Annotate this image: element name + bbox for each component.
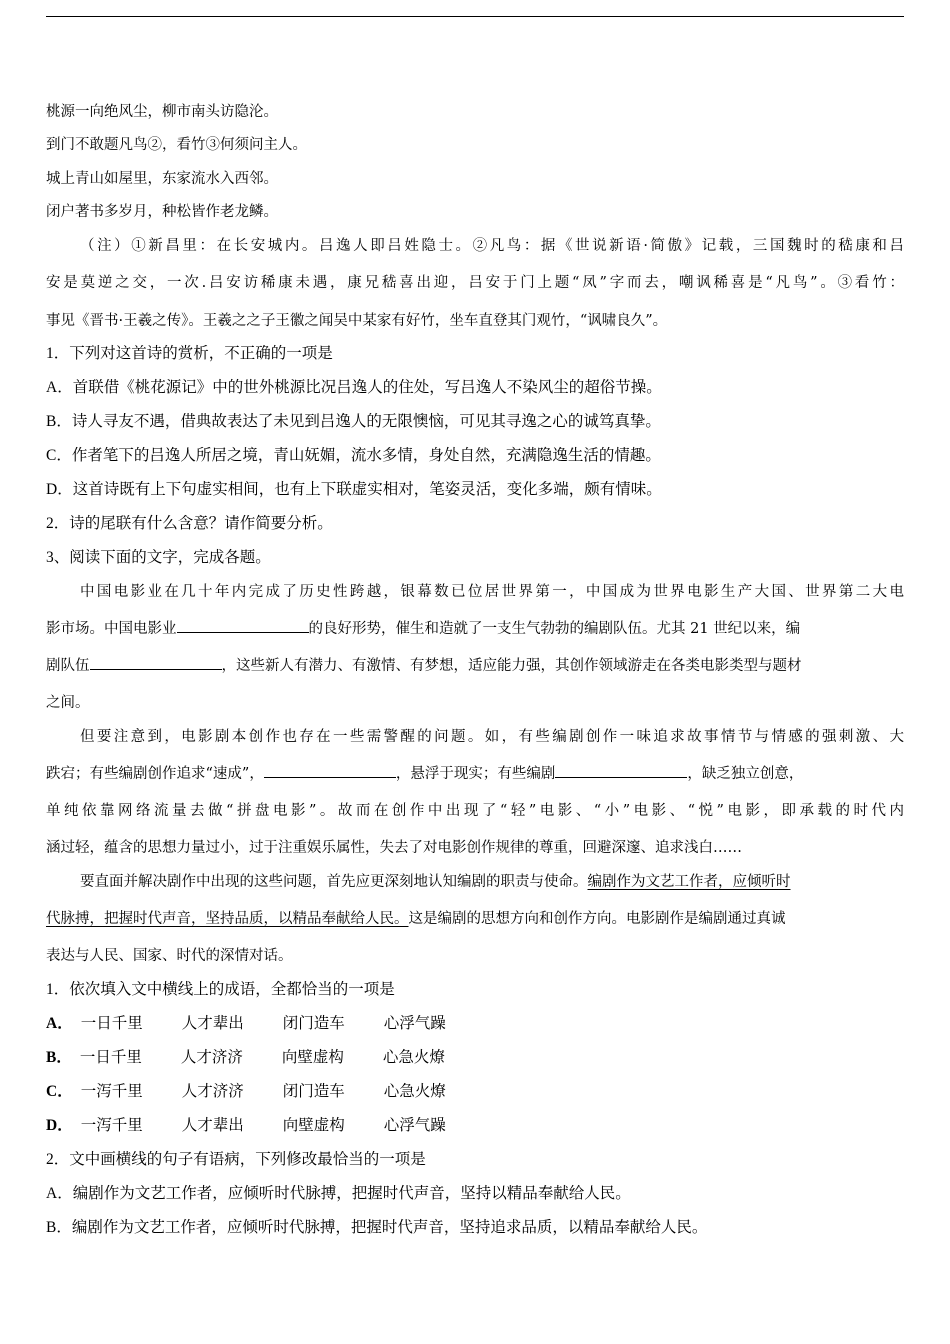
text-segment: 剧队伍 (46, 658, 90, 674)
fill-blank-2 (90, 655, 222, 670)
q1-option-a: A．首联借《桃花源记》中的世外桃源比况吕逸人的住处，写吕逸人不染风尘的超俗节操。 (46, 379, 662, 396)
idiom: 向壁虚构 (281, 1049, 344, 1066)
idiom: 人才辈出 (181, 1015, 244, 1032)
passage-p1-line-2 (46, 618, 904, 640)
idiom: 心急火燎 (382, 1049, 445, 1066)
option-words (81, 1013, 446, 1035)
q3-option-b (46, 1047, 904, 1069)
note-line-3: 事见《晋书·王羲之传》。王羲之之子王徽之闻吴中某家有好竹，坐车直登其门观竹，“讽啸良久”。 (46, 313, 668, 329)
passage-p2-line-4: 涵过轻，蕴含的思想力量过小，过于注重娱乐属性，失去了对电影创作规律的尊重，回避深邃、追求浅白…… (46, 840, 742, 856)
q2-stem: 2．诗的尾联有什么含意？请作简要分析。 (46, 515, 333, 532)
idiom: 心浮气躁 (383, 1117, 446, 1134)
option-label: C． (46, 1083, 73, 1100)
idiom: 人才济济 (180, 1049, 243, 1066)
fill-blank-1 (177, 618, 309, 633)
header-rule (46, 16, 904, 17)
q3-option-d (46, 1115, 904, 1137)
q4-option-a: A．编剧作为文艺工作者，应倾听时代脉搏，把握时代声音，坚持以精品奉献给人民。 (46, 1185, 631, 1202)
idiom: 闭门造车 (282, 1083, 345, 1100)
idiom: 一泻千里 (80, 1083, 143, 1100)
idiom: 一日千里 (80, 1015, 143, 1032)
q1-option-c: C．作者笔下的吕逸人所居之境，青山妩媚，流水多情，身处自然，充满隐逸生活的情趣。 (46, 447, 661, 464)
idiom: 心急火燎 (383, 1083, 446, 1100)
q4-option-b: B．编剧作为文艺工作者，应倾听时代脉搏，把握时代声音，坚持追求品质，以精品奉献给人民。 (46, 1219, 708, 1236)
idiom: 闭门造车 (282, 1015, 345, 1032)
poem-line-3: 城上青山如屋里，东家流水入西邻。 (46, 171, 278, 187)
passage-p1-line-3 (46, 655, 904, 677)
q4-stem: 2．文中画横线的句子有语病，下列修改最恰当的一项是 (46, 1151, 426, 1168)
poem-line-4: 闭户著书多岁月，种松皆作老龙鳞。 (46, 204, 278, 220)
option-words (81, 1115, 446, 1137)
idiom: 一泻千里 (80, 1117, 143, 1134)
text-segment: ，缺乏独立创意， (687, 766, 804, 782)
q3-option-c (46, 1081, 904, 1103)
passage-p2-line-3: 单纯依靠网络流量去做“拼盘电影”。故而在创作中出现了“轻”电影、“小”电影、“悦”电影，即承载的时代内 (46, 803, 904, 819)
underlined-sentence: 代脉搏，把握时代声音，坚持品质，以精品奉献给人民。 (46, 911, 409, 927)
section3-title: 3、阅读下面的文字，完成各题。 (46, 549, 271, 566)
idiom: 一日千里 (79, 1049, 142, 1066)
text-segment: 要直面并解决剧作中出现的这些问题，首先应更深刻地认知编剧的职责与使命。 (80, 874, 588, 890)
passage-p2-line-2 (46, 763, 904, 785)
text-segment: ，悬浮于现实；有些编剧 (395, 766, 556, 782)
q3-option-a (46, 1013, 904, 1035)
note-line-1: （注）①新昌里：在长安城内。吕逸人即吕姓隐士。②凡鸟：据《世说新语·简傲》记载，三国魏时的嵇康和吕 (80, 238, 904, 254)
q1-option-d: D．这首诗既有上下句虚实相间，也有上下联虚实相对，笔姿灵活，变化多端，颇有情味。 (46, 481, 662, 498)
option-label: B． (46, 1049, 72, 1066)
idiom: 人才济济 (181, 1083, 244, 1100)
passage-p1-line-4: 之间。 (46, 695, 90, 711)
poem-line-1: 桃源一向绝风尘，柳市南头访隐沦。 (46, 104, 278, 120)
option-label: A． (46, 1015, 73, 1032)
fill-blank-3 (264, 763, 396, 778)
text-segment: ，这些新人有潜力、有激情、有梦想，适应能力强，其创作领域游走在各类电影类型与题材 (221, 658, 802, 674)
text-segment: 这是编剧的思想方向和创作方向。电影剧作是编剧通过真诚 (408, 911, 786, 927)
passage-p3-line-1 (46, 871, 904, 893)
idiom: 向壁虚构 (282, 1117, 345, 1134)
option-words (80, 1047, 445, 1069)
underlined-sentence: 编剧作为文艺工作者，应倾听时 (587, 874, 791, 890)
option-label: D． (46, 1117, 73, 1134)
text-segment: 影市场。中国电影业 (46, 621, 177, 637)
text-segment: 跌宕；有些编剧创作追求“速成”， (46, 766, 264, 782)
poem-line-2: 到门不敢题凡鸟②，看竹③何须问主人。 (46, 137, 307, 153)
q3-stem: 1．依次填入文中横线上的成语，全都恰当的一项是 (46, 981, 395, 998)
passage-p1-line-1: 中国电影业在几十年内完成了历史性跨越，银幕数已位居世界第一，中国成为世界电影生产大国、世界第二大电 (80, 584, 904, 600)
fill-blank-4 (555, 763, 687, 778)
idiom: 人才辈出 (181, 1117, 244, 1134)
option-words (81, 1081, 446, 1103)
q1-option-b: B．诗人寻友不遇，借典故表达了未见到吕逸人的无限懊恼，可见其寻逸之心的诚笃真挚。 (46, 413, 661, 430)
idiom: 心浮气躁 (383, 1015, 446, 1032)
text-segment: 的良好形势，催生和造就了一支生气勃勃的编剧队伍。尤其 21 世纪以来，编 (308, 621, 801, 637)
passage-p3-line-3: 表达与人民、国家、时代的深情对话。 (46, 948, 293, 964)
passage-p3-line-2 (46, 908, 904, 930)
q1-stem: 1．下列对这首诗的赏析，不正确的一项是 (46, 345, 333, 362)
passage-p2-line-1: 但要注意到，电影剧本创作也存在一些需警醒的问题。如，有些编剧创作一味追求故事情节与情感的强刺激、大 (80, 729, 904, 745)
note-line-2: 安是莫逆之交，一次.吕安访稀康未遇，康兄嵇喜出迎，吕安于门上题“凤”字而去，嘲讽稀喜是“凡鸟”。③看竹： (46, 275, 904, 291)
